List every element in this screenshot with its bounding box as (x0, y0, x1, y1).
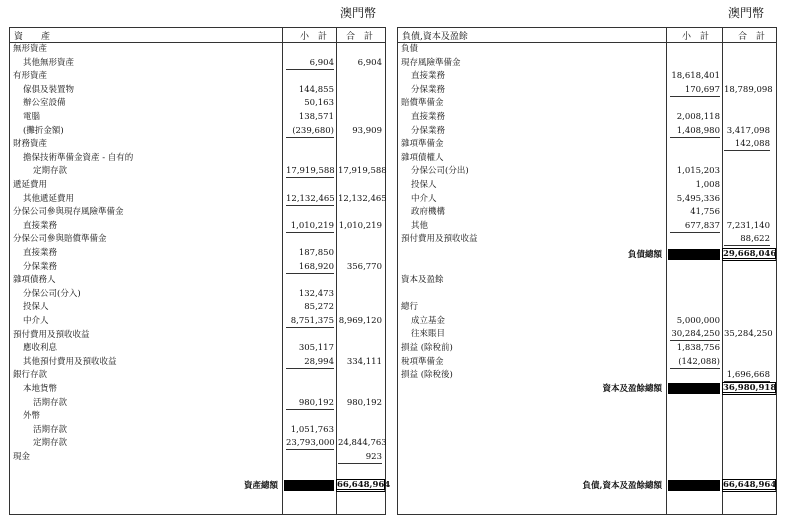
statement-row (398, 179, 776, 193)
statement-row (398, 193, 776, 207)
row-total: 923 (338, 451, 382, 464)
row-label: 財務資產 (13, 139, 48, 150)
assets-panel (9, 27, 391, 515)
row-subtotal: 1,838,756 (676, 343, 720, 353)
statement-row (10, 261, 385, 275)
row-label: 總行 (401, 302, 419, 313)
row-total: 24,844,763 (338, 438, 387, 449)
statement-row (10, 247, 385, 261)
statement-row (10, 410, 385, 424)
statement-row (10, 57, 385, 71)
statement-row (10, 111, 385, 125)
row-label: 分保公司參與賠償準備金 (13, 234, 107, 245)
statement-row (10, 165, 385, 179)
assets-header-total: 合 計 (346, 32, 374, 42)
statement-row (398, 274, 776, 288)
row-label: 雜項準備金 (401, 139, 444, 150)
grand-total-label: 負債,資本及盈餘總額 (582, 481, 662, 491)
row-label: 損益 (除稅後) (401, 370, 453, 381)
row-subtotal: 28,994 (286, 356, 334, 369)
row-subtotal: 1,010,219 (286, 220, 334, 233)
statement-row (398, 315, 776, 329)
statement-row (398, 97, 776, 111)
row-label: 現金 (13, 452, 31, 462)
statement-row (10, 206, 385, 220)
grand-total-bar (668, 480, 720, 491)
liabilities-header-total: 合 計 (738, 32, 766, 42)
statement-row (10, 356, 385, 370)
row-subtotal: 5,000,000 (676, 315, 720, 326)
row-subtotal: 1,015,203 (676, 166, 720, 177)
row-label: 活期存款 (33, 397, 68, 408)
row-subtotal: 1,051,763 (290, 424, 334, 435)
row-label: 往來賬目 (411, 329, 446, 340)
currency-label-left: 澳門幣 (340, 6, 377, 20)
statement-row (398, 138, 776, 152)
row-total: 12,132,465 (338, 193, 387, 204)
row-subtotal: 305,117 (298, 343, 334, 354)
statement-row (10, 233, 385, 247)
statement-row (10, 369, 385, 383)
row-label: 傢俱及裝置物 (23, 84, 75, 95)
assets-total-bar (284, 480, 334, 491)
statement-row (10, 220, 385, 234)
row-subtotal: 132,473 (298, 288, 334, 299)
row-label: 電腦 (23, 112, 41, 122)
statement-row (10, 179, 385, 193)
statement-row (10, 451, 385, 465)
row-label: 資本及盈餘 (401, 275, 444, 285)
row-total: 1,010,219 (338, 220, 382, 231)
row-subtotal: 138,571 (298, 112, 334, 122)
row-label: 分保公司(分出) (411, 166, 469, 177)
row-total: 17,919,588 (338, 166, 387, 177)
row-label: 直接業務 (23, 220, 58, 231)
statement-row (398, 233, 776, 247)
statement-row (10, 274, 385, 288)
row-label: 成立基金 (411, 315, 446, 326)
row-label: 預付費用及預收收益 (13, 329, 90, 340)
row-subtotal: 2,008,118 (676, 112, 720, 122)
statement-row (10, 43, 385, 57)
liabilities-total-bar (668, 249, 720, 260)
statement-row (10, 193, 385, 207)
statement-row (10, 288, 385, 302)
row-label: 其他無形資產 (23, 57, 75, 68)
row-subtotal: 8,751,375 (286, 315, 334, 328)
row-subtotal: 12,132,465 (286, 193, 335, 204)
statement-row (398, 356, 776, 370)
row-label: 外幣 (23, 411, 41, 422)
row-total: 356,770 (346, 261, 382, 272)
row-label: 應收利息 (23, 343, 58, 354)
row-label: 分保公司(分入) (23, 288, 81, 299)
row-label: 中介人 (411, 193, 437, 204)
row-total: 334,111 (346, 356, 382, 367)
currency-label-right: 澳門幣 (728, 6, 765, 20)
row-subtotal: 677,837 (670, 220, 720, 233)
row-label: 分保業務 (411, 84, 446, 95)
statement-row (398, 57, 776, 71)
statement-row (398, 125, 776, 139)
row-total: 88,622 (724, 233, 770, 246)
row-total: 35,284,250 (724, 329, 773, 340)
statement-row (10, 329, 385, 343)
liabilities-total-value: 29,668,046 (723, 249, 777, 259)
row-label: 直接業務 (411, 71, 446, 82)
statement-row (10, 70, 385, 84)
statement-row (10, 97, 385, 111)
statement-row (398, 328, 776, 342)
statement-row (10, 152, 385, 166)
row-label: 銀行存款 (13, 370, 48, 381)
statement-row (398, 84, 776, 98)
statement-row (10, 424, 385, 438)
row-subtotal: 6,904 (286, 57, 334, 70)
assets-header (10, 28, 385, 43)
row-total: 980,192 (346, 397, 382, 408)
row-label: 分保業務 (23, 261, 58, 272)
statement-row (398, 152, 776, 166)
statement-row (10, 397, 385, 411)
row-label: 定期存款 (33, 438, 68, 449)
statement-row (10, 125, 385, 139)
row-label: 定期存款 (33, 166, 68, 177)
liabilities-header-item: 負債,資本及盈餘 (402, 32, 468, 42)
statement-row (398, 288, 776, 302)
row-subtotal: 144,855 (298, 84, 334, 95)
row-label: 辦公室設備 (23, 98, 66, 109)
statement-row (398, 43, 776, 57)
row-label: 賠償準備金 (401, 98, 444, 109)
row-label: 分保業務 (411, 125, 446, 136)
row-subtotal: 168,920 (286, 261, 334, 274)
row-subtotal: 85,272 (304, 302, 334, 313)
row-subtotal: 30,284,250 (671, 329, 720, 340)
assets-header-subtotal: 小 計 (300, 32, 328, 42)
liabilities-panel (397, 27, 777, 515)
statement-row (10, 301, 385, 315)
row-label: 有形資產 (13, 71, 48, 82)
statement-row (10, 84, 385, 98)
row-label: (攤折金額) (23, 125, 64, 136)
liabilities-header-subtotal: 小 計 (682, 32, 710, 42)
row-subtotal: 980,192 (286, 397, 334, 410)
statement-row (10, 437, 385, 451)
assets-total-value: 66,648,964 (337, 480, 391, 490)
row-label: 損益 (除稅前) (401, 343, 453, 353)
row-label: 其他遞延費用 (23, 193, 75, 204)
row-label: 擔保技術準備金資產 - 自有的 (23, 152, 134, 163)
statement-row (10, 342, 385, 356)
liabilities-total-label: 負債總額 (627, 250, 662, 260)
row-total: 8,969,120 (338, 316, 382, 326)
grand-total-value: 66,648,964 (723, 480, 777, 490)
row-label: 活期存款 (33, 424, 68, 435)
row-label: 現存風險準備金 (401, 57, 461, 68)
row-total: 18,789,098 (724, 84, 773, 95)
row-subtotal: (239,680) (286, 125, 334, 138)
statement-row (398, 342, 776, 356)
statement-row (398, 301, 776, 315)
row-label: 稅項準備金 (401, 356, 444, 367)
statement-row (398, 70, 776, 84)
statement-row (10, 383, 385, 397)
row-subtotal: 1,008 (695, 180, 720, 190)
row-label: 預付費用及預收收益 (401, 234, 478, 245)
row-total: 7,231,140 (726, 220, 770, 231)
row-subtotal: 18,618,401 (671, 71, 720, 82)
row-total: 93,909 (352, 125, 382, 136)
row-label: 雜項債權人 (401, 152, 444, 163)
row-subtotal: 23,793,000 (286, 438, 335, 449)
row-total: 142,088 (724, 138, 770, 151)
assets-total-label: 資產總額 (243, 481, 278, 491)
row-total: 3,417,098 (726, 125, 770, 136)
row-label: 其他預付費用及預收收益 (23, 356, 117, 367)
row-label: 無形資產 (13, 44, 48, 54)
statement-row (398, 165, 776, 179)
row-subtotal: 1,408,980 (670, 125, 720, 138)
capital-total-label: 資本及盈餘總額 (602, 384, 662, 394)
liabilities-header (398, 28, 776, 43)
capital-total-value: 36,980,918 (723, 383, 777, 393)
row-subtotal: (142,088) (670, 356, 720, 369)
statement-row (398, 111, 776, 125)
statement-row (10, 138, 385, 152)
row-label: 遞延費用 (13, 180, 48, 190)
row-label: 直接業務 (411, 112, 446, 122)
row-subtotal: 187,850 (298, 248, 334, 258)
row-total: 1,696,668 (724, 369, 770, 382)
row-subtotal: 5,495,336 (676, 193, 720, 204)
capital-total-bar (668, 383, 720, 394)
row-subtotal: 50,163 (304, 98, 334, 109)
statement-row (398, 206, 776, 220)
row-label: 負債 (401, 44, 419, 54)
assets-header-item: 資 產 (14, 32, 51, 42)
row-total: 6,904 (357, 57, 382, 68)
row-label: 投保人 (411, 180, 437, 190)
row-subtotal: 41,756 (690, 207, 720, 218)
statement-row (398, 369, 776, 383)
row-label: 雜項債務人 (13, 275, 56, 286)
row-subtotal: 170,697 (670, 84, 720, 97)
row-label: 直接業務 (23, 248, 58, 258)
row-subtotal: 17,919,588 (286, 166, 335, 177)
row-label: 其他 (411, 220, 429, 231)
row-label: 投保人 (23, 302, 49, 313)
row-label: 本地貨幣 (23, 384, 58, 394)
statement-row (10, 315, 385, 329)
row-label: 政府機構 (411, 207, 446, 218)
row-label: 中介人 (23, 316, 49, 326)
statement-row (398, 220, 776, 234)
row-label: 分保公司參與現存風險準備金 (13, 207, 124, 218)
